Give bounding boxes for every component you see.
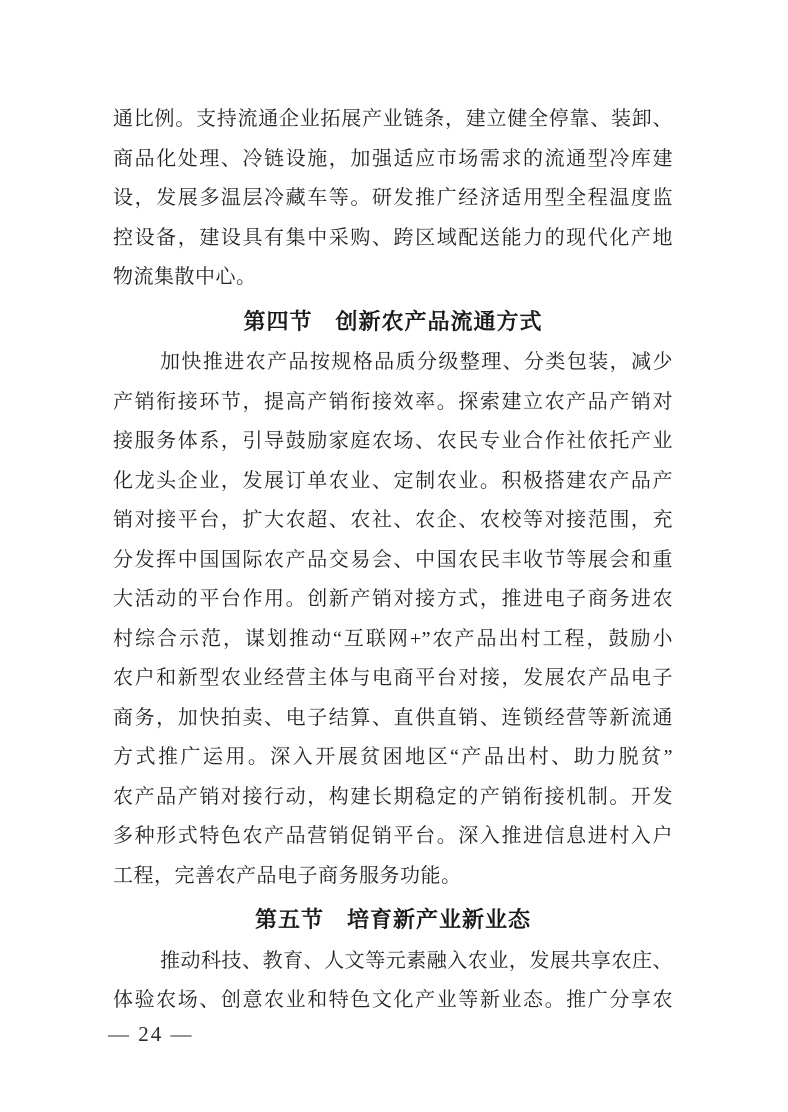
- body-line: 产销衔接环节，提高产销衔接效率。探索建立农产品产销对: [113, 390, 673, 413]
- body-line: 体验农场、创意农业和特色文化产业等新业态。推广分享农: [113, 989, 673, 1011]
- body-line: 通比例。支持流通企业拓展产业链条，建立健全停靠、装卸、: [113, 108, 673, 130]
- body-line: 多种形式特色农产品营销促销平台。深入推进信息进村入户: [113, 825, 673, 847]
- body-line: 商品化处理、冷链设施，加强适应市场需求的流通型冷库建: [113, 147, 673, 170]
- page-footer: [108, 1022, 194, 1047]
- body-line: 分发挥中国国际农产品交易会、中国农民丰收节等展会和重: [113, 548, 673, 571]
- body-line: 接服务体系，引导鼓励家庭农场、农民专业合作社依托产业: [113, 430, 673, 452]
- body-line: 加快推进农产品按规格品质分级整理、分类包装，减少: [160, 351, 673, 373]
- body-line: 方式推广运用。深入开展贫困地区“产品出村、助力脱贫”: [113, 746, 673, 768]
- body-line: 设，发展多温层冷藏车等。研发推广经济适用型全程温度监: [113, 187, 673, 209]
- body-line: 推动科技、教育、人文等元素融入农业，发展共享农庄、: [160, 949, 673, 972]
- body-line: 销对接平台，扩大农超、农社、农企、农校等对接范围，充: [113, 509, 673, 531]
- body-line: 控设备，建设具有集中采购、跨区域配送能力的现代化产地: [113, 226, 673, 249]
- body-line: 农产品产销对接行动，构建长期稳定的产销衔接机制。开发: [113, 785, 673, 808]
- body-line: 大活动的平台作用。创新产销对接方式，推进电子商务进农: [113, 588, 673, 610]
- document-body: [113, 100, 673, 1021]
- section-heading: 第五节 培育新产业新业态: [254, 907, 531, 932]
- body-line: 化龙头企业，发展订单农业、定制农业。积极搭建农产品产: [113, 469, 673, 492]
- body-line: 商务，加快拍卖、电子结算、直供直销、连锁经营等新流通: [113, 706, 673, 729]
- body-line: 农户和新型农业经营主体与电商平台对接，发展农产品电子: [113, 667, 673, 689]
- body-line: 工程，完善农产品电子商务服务功能。: [113, 864, 462, 887]
- page-number: — 24 —: [108, 1022, 194, 1046]
- section-heading: 第四节 创新农产品流通方式: [243, 308, 543, 334]
- body-line: 村综合示范，谋划推动“互联网+”农产品出村工程，鼓励小: [113, 627, 673, 650]
- body-line: 物流集散中心。: [113, 266, 257, 288]
